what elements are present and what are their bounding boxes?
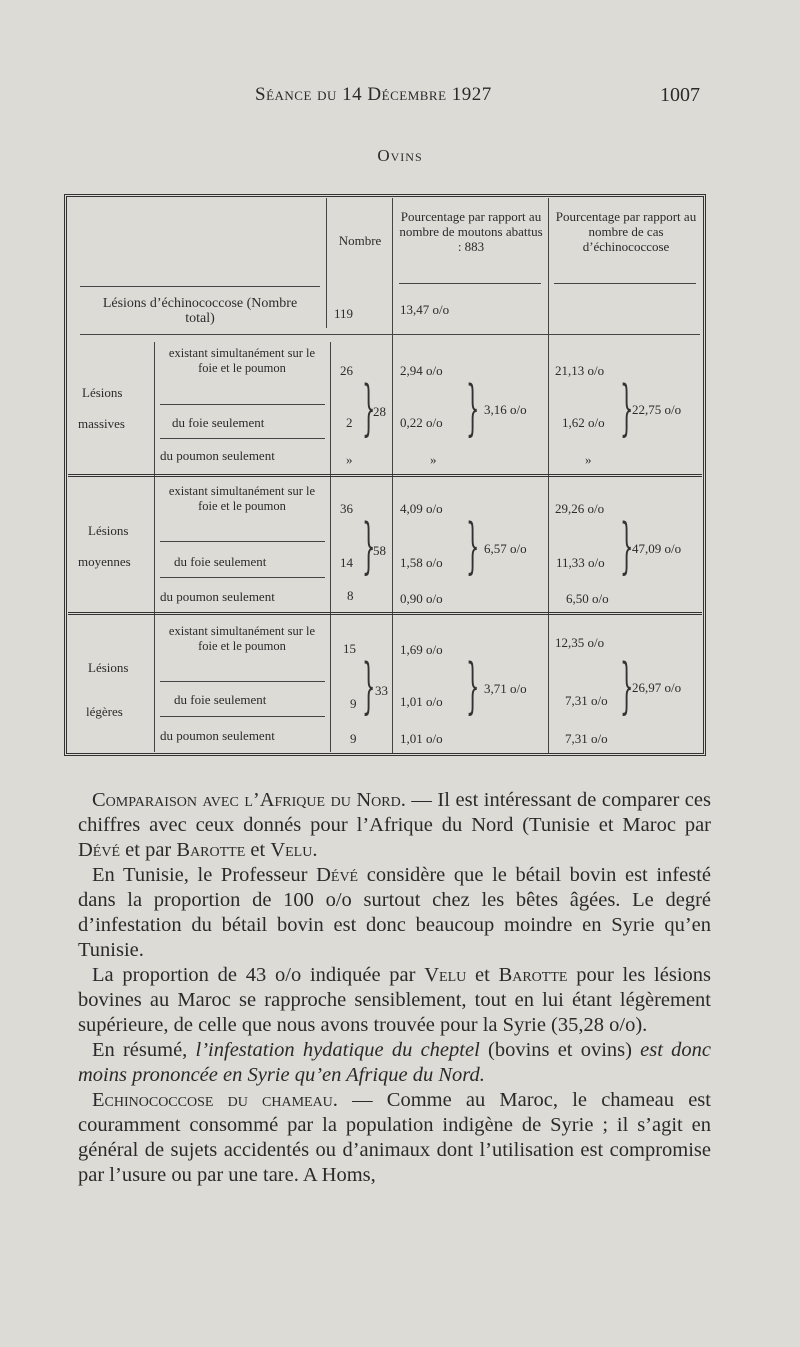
- sub-rule: [160, 541, 325, 542]
- author-name: Velu: [270, 839, 313, 861]
- nombre-cell: 2: [346, 415, 353, 430]
- brace-icon: }: [466, 511, 480, 581]
- pct-abattus-cell: 0,22 o/o: [400, 415, 443, 430]
- pct-abattus-cell: 1,58 o/o: [400, 555, 443, 570]
- pct-cas-total: 47,09 o/o: [632, 541, 682, 556]
- section-heading: Echinococcose du chameau.: [92, 1089, 338, 1111]
- text: En résumé,: [92, 1039, 196, 1061]
- pct-abattus-cell: 2,94 o/o: [400, 363, 443, 378]
- nombre-total: 33: [375, 683, 388, 698]
- pct-abattus-cell: 1,69 o/o: [400, 642, 443, 657]
- brace-icon: }: [466, 651, 480, 721]
- sub-rule: [160, 681, 325, 682]
- group-label: Lésions: [88, 523, 129, 538]
- group-rule: [68, 474, 702, 477]
- body-text: [78, 788, 711, 1188]
- group-label: Lésions: [82, 385, 123, 400]
- pct-abattus-cell: »: [430, 452, 437, 467]
- brace-icon: }: [620, 651, 634, 721]
- sublabel: du poumon seulement: [160, 448, 275, 463]
- nombre-total: 28: [373, 404, 386, 419]
- author-name: Dévé: [78, 839, 121, 861]
- header-rule: [399, 283, 541, 284]
- pct-abattus-cell: 1,01 o/o: [400, 694, 443, 709]
- sublabel: du poumon seulement: [160, 589, 275, 604]
- author-name: Barotte: [176, 839, 246, 861]
- author-name: Barotte: [498, 964, 568, 986]
- pct-cas-cell: 7,31 o/o: [565, 693, 608, 708]
- group-rule: [68, 612, 702, 615]
- pct-abattus-cell: 0,90 o/o: [400, 591, 443, 606]
- text: considère que le bétail bovin est infesté dans la proportion de 100 o/o surtout chez les bêtes âgées. Le degré d’infestation du bétail bovin est donc beaucoup moindre en Syrie qu’en Tunisie.: [78, 864, 712, 961]
- text: pour les lésions bovines au Maroc se rapproche sensiblement, tout en lui étant légèrement supérieure, de celle que nous avons trouvée pour la Syrie (35,28 o/o).: [78, 964, 711, 1036]
- text: et: [245, 839, 271, 861]
- pct-abattus-cell: 4,09 o/o: [400, 501, 443, 516]
- text: — Il est intéressant de comparer ces chiffres avec ceux donnés pour l’Afrique du Nord (Tunisie et Maroc par: [78, 789, 711, 836]
- sub-rule: [160, 438, 325, 439]
- header-nombre: Nombre: [338, 233, 382, 248]
- sublabel: existant simultanément sur le foie et le poumon: [168, 484, 316, 513]
- sublabel: existant simultanément sur le foie et le poumon: [168, 624, 316, 653]
- brace-icon: }: [620, 373, 634, 443]
- sublabel: du poumon seulement: [160, 728, 275, 743]
- pct-cas-cell: 1,62 o/o: [562, 415, 605, 430]
- paragraph: [78, 863, 711, 963]
- header-pct-cas: Pourcentage par rapport au nombre de cas d’échinococcose: [555, 209, 697, 254]
- sublabel: du foie seulement: [172, 415, 265, 430]
- brace-icon: }: [466, 373, 480, 443]
- pct-cas-cell: 11,33 o/o: [556, 555, 605, 570]
- group-label: Lésions: [88, 660, 129, 675]
- pct-cas-cell: 12,35 o/o: [555, 635, 605, 650]
- pct-abattus-total: 6,57 o/o: [484, 541, 527, 556]
- sub-rule: [160, 577, 325, 578]
- total-pct-abattus: 13,47 o/o: [400, 302, 450, 317]
- pct-cas-cell: 29,26 o/o: [555, 501, 605, 516]
- brace-icon: }: [620, 511, 634, 581]
- section-title: Ovins: [377, 146, 423, 165]
- text: et: [466, 964, 499, 986]
- nombre-cell: 36: [340, 501, 353, 516]
- sublabel: du foie seulement: [174, 554, 267, 569]
- col-rule: [154, 342, 155, 752]
- running-head: [0, 84, 800, 114]
- pct-cas-cell: 6,50 o/o: [566, 591, 609, 606]
- sub-rule: [160, 716, 325, 717]
- nombre-cell: 9: [350, 731, 357, 746]
- nombre-total: 58: [373, 543, 386, 558]
- nombre-cell: »: [346, 452, 353, 467]
- group-label: légères: [86, 704, 123, 719]
- pct-abattus-total: 3,16 o/o: [484, 402, 527, 417]
- header-rule: [554, 283, 696, 284]
- nombre-cell: 14: [340, 555, 353, 570]
- nombre-cell: 9: [350, 696, 357, 711]
- paragraph: [78, 1088, 711, 1188]
- text: En Tunisie, le Professeur: [92, 864, 317, 886]
- pct-abattus-cell: 1,01 o/o: [400, 731, 443, 746]
- text: — Comme au Maroc, le chameau est couramment consommé par la population indigène de Syrie ; il s’agit en général de sujets accidentés ou d’animaux dont l’utilisation est compromise par l’usure ou par une tare. A Homs,: [78, 1089, 711, 1186]
- col-rule: [330, 342, 331, 752]
- col-rule: [326, 198, 327, 328]
- emphasis: est donc moins prononcée en Syrie qu’en Afrique du Nord.: [78, 1039, 712, 1086]
- pct-abattus-total: 3,71 o/o: [484, 681, 527, 696]
- text: (bovins et ovins): [479, 1039, 641, 1061]
- text: et par: [120, 839, 177, 861]
- total-row-label: Lésions d’échinococcose (Nombre total): [102, 296, 298, 326]
- nombre-cell: 8: [347, 588, 354, 603]
- pct-cas-total: 26,97 o/o: [632, 680, 682, 695]
- pct-cas-cell: »: [585, 452, 592, 467]
- pct-cas-total: 22,75 o/o: [632, 402, 682, 417]
- section-heading: Comparaison avec l’Afrique du Nord.: [92, 789, 406, 811]
- header-rule: [80, 286, 320, 287]
- pct-cas-cell: 7,31 o/o: [565, 731, 608, 746]
- sublabel: du foie seulement: [174, 692, 267, 707]
- emphasis: l’infestation hydatique du cheptel: [195, 1039, 480, 1061]
- sublabel: existant simultanément sur le foie et le poumon: [168, 346, 316, 375]
- brace-icon: }: [362, 373, 376, 443]
- header-pct-abattus: Pourcentage par rapport au nombre de moutons abattus : 883: [399, 209, 543, 254]
- sub-rule: [160, 404, 325, 405]
- nombre-cell: 26: [340, 363, 353, 378]
- paragraph: [78, 1038, 711, 1088]
- author-name: Dévé: [316, 864, 359, 886]
- brace-icon: }: [362, 651, 376, 721]
- group-label: massives: [78, 416, 125, 431]
- group-label: moyennes: [78, 554, 131, 569]
- paragraph: [78, 788, 711, 863]
- pct-cas-cell: 21,13 o/o: [555, 363, 605, 378]
- total-nombre: 119: [334, 306, 354, 321]
- running-title: Séance du 14 Décembre 1927: [255, 84, 492, 105]
- paragraph: [78, 963, 711, 1038]
- text: La proportion de 43 o/o indiquée par: [92, 964, 425, 986]
- author-name: Velu: [424, 964, 467, 986]
- page-number: 1007: [660, 84, 700, 106]
- brace-icon: }: [362, 511, 376, 581]
- row-rule: [80, 334, 700, 335]
- nombre-cell: 15: [343, 641, 356, 656]
- text: .: [312, 839, 318, 861]
